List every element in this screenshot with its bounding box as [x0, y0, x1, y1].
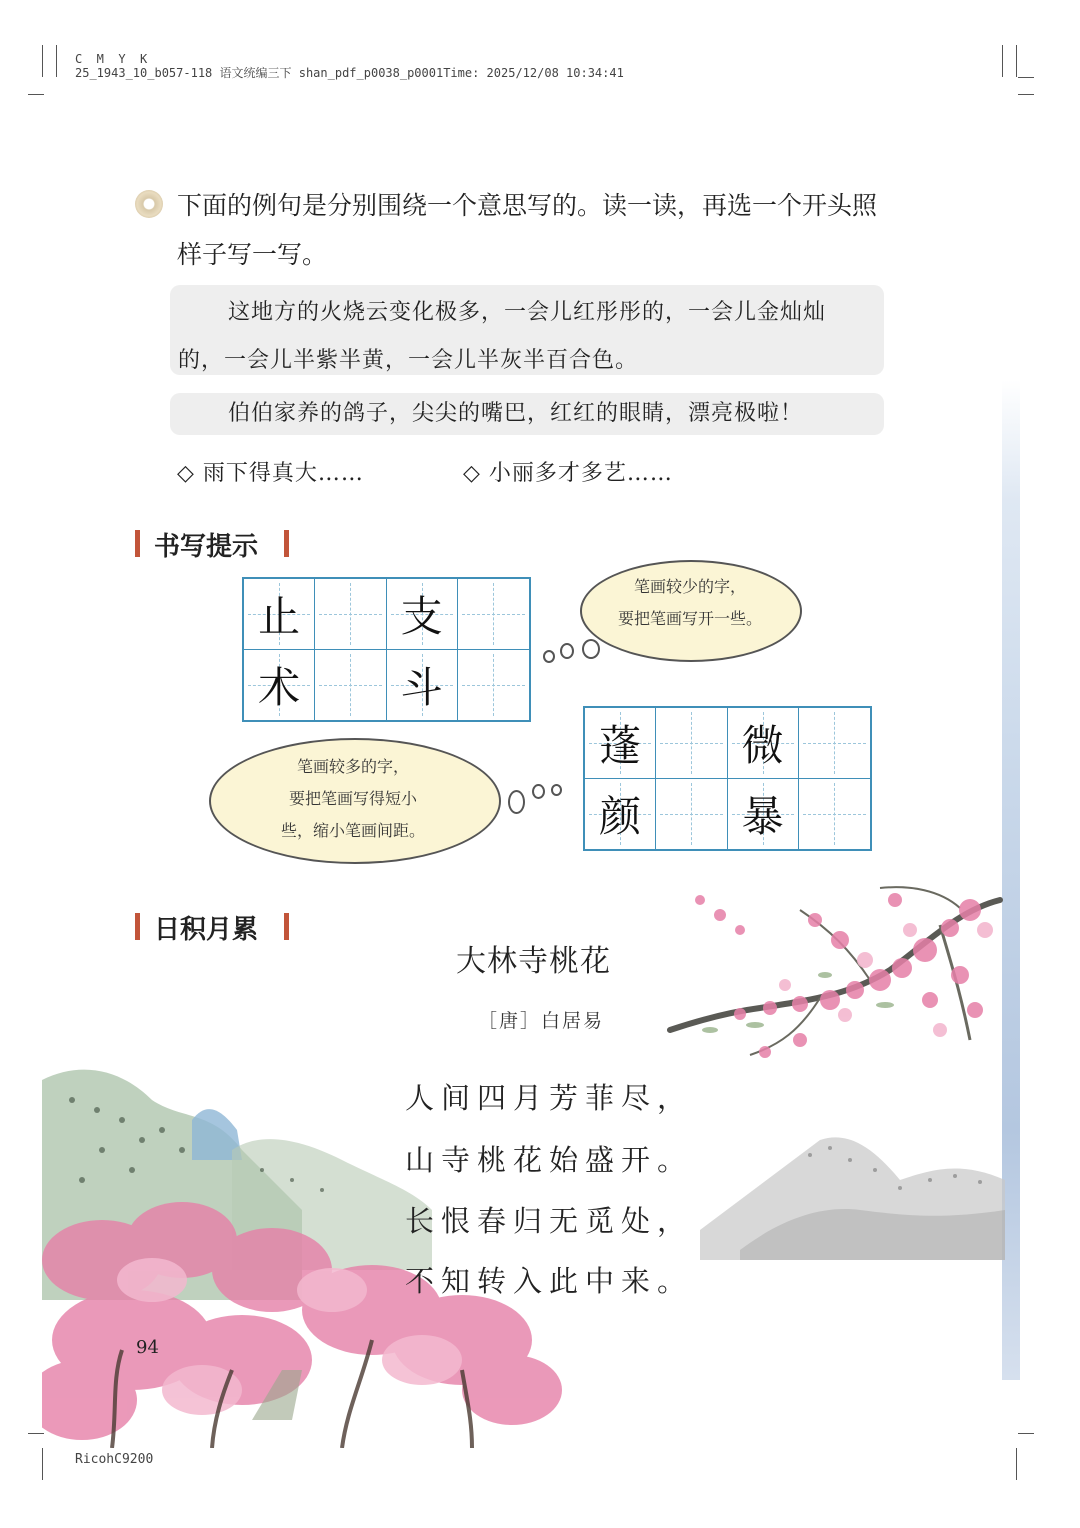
- crop-mark: [1016, 1448, 1017, 1480]
- section-bar-left: [135, 530, 140, 557]
- grid-cell: [585, 779, 656, 850]
- grid-char: 止: [258, 591, 301, 641]
- grid-char: 术: [258, 662, 301, 712]
- crop-mark: [42, 45, 43, 77]
- printer-name: RicohC9200: [75, 1452, 154, 1467]
- grid-cell: [387, 579, 458, 650]
- grid-char: 微: [741, 720, 784, 770]
- grid-cell-empty: [458, 579, 529, 650]
- crop-mark: [42, 1448, 43, 1480]
- grid-cell-empty: [656, 708, 727, 779]
- writing-grid-few-strokes: [242, 577, 531, 722]
- grid-char: 斗: [400, 662, 443, 712]
- bubble-line: 些，缩小笔画间距。: [280, 821, 425, 840]
- poem-line-2: 山寺桃花始盛开。: [405, 1143, 694, 1177]
- grid-cell-empty: [315, 579, 386, 650]
- grid-char: 支: [400, 591, 443, 641]
- crop-mark: [56, 45, 57, 77]
- bubble-puff: [543, 650, 555, 663]
- bubble-text-few-strokes: [588, 571, 792, 635]
- grid-cell: [244, 650, 315, 721]
- peach-blossom-branch-illustration: [640, 880, 1005, 1070]
- grid-cell-empty: [315, 650, 386, 721]
- poem-line-4: 不知转入此中来。: [405, 1264, 694, 1298]
- section-bar-right: [284, 530, 289, 557]
- section-header-writing-tips: 书写提示: [154, 532, 259, 562]
- bubble-puff: [551, 784, 562, 796]
- choice-xiaoli: ◇ 小丽多才多艺……: [463, 461, 673, 486]
- grid-cell: [585, 708, 656, 779]
- crop-mark: [28, 94, 44, 95]
- bubble-line: 要把笔画写开一些。: [617, 609, 762, 628]
- grid-char: 蓬: [599, 720, 642, 770]
- example-sentence-1: 这地方的火烧云变化极多，一会儿红彤彤的，一会儿金灿灿的，一会儿半紫半黄，一会儿半灰半百合色。: [178, 300, 827, 373]
- grid-cell: [728, 779, 799, 850]
- bubble-line: 笔画较少的字，: [633, 577, 746, 596]
- exercise-icon: [135, 190, 163, 218]
- section-bar-left: [135, 913, 140, 940]
- page-number: 94: [136, 1337, 159, 1358]
- choice-rain: ◇ 雨下得真大……: [177, 461, 364, 486]
- section-bar-right: [284, 913, 289, 940]
- ink-hills-illustration: [700, 1110, 1005, 1260]
- example-sentence-2: 伯伯家养的鸽子，尖尖的嘴巴，红红的眼睛，漂亮极啦！: [228, 401, 804, 426]
- grid-cell-empty: [799, 708, 870, 779]
- grid-cell-empty: [799, 779, 870, 850]
- grid-cell: [728, 708, 799, 779]
- crop-mark: [1016, 45, 1017, 77]
- crop-mark: [1018, 94, 1034, 95]
- bubble-puff: [508, 790, 525, 814]
- grid-char: 暴: [741, 791, 784, 841]
- print-slug: [75, 52, 624, 80]
- bubble-line: 要把笔画写得短小: [288, 789, 417, 808]
- bubble-puff: [532, 784, 545, 799]
- writing-grid-many-strokes: [583, 706, 872, 851]
- cmyk-marker: C M Y K: [75, 52, 148, 66]
- crop-mark: [1002, 45, 1003, 77]
- bubble-puff: [582, 639, 600, 659]
- bubble-puff: [560, 643, 574, 659]
- poem-author: ［唐］白居易: [478, 1010, 605, 1032]
- grid-cell: [387, 650, 458, 721]
- poem-title: 大林寺桃花: [456, 944, 611, 979]
- print-info: 25_1943_10_b057-118 语文统编三下 shan_pdf_p0038_p0001Time: 2025/12/08 10:34:41: [75, 66, 624, 80]
- grid-cell: [244, 579, 315, 650]
- grid-cell-empty: [458, 650, 529, 721]
- instruction-text: 下面的例句是分别围绕一个意思写的。读一读，再选一个开头照样子写一写。: [177, 191, 878, 269]
- grid-char: 颜: [599, 791, 642, 841]
- grid-cell-empty: [656, 779, 727, 850]
- bubble-text-many-strokes: [225, 751, 481, 847]
- crop-mark: [1018, 77, 1034, 78]
- section-header-accumulation: 日积月累: [154, 915, 259, 945]
- poem-line-1: 人间四月芳菲尽，: [405, 1081, 694, 1115]
- poem-line-3: 长恨春归无觅处，: [405, 1204, 694, 1238]
- bubble-line: 笔画较多的字，: [296, 757, 409, 776]
- crop-mark: [1018, 1433, 1034, 1434]
